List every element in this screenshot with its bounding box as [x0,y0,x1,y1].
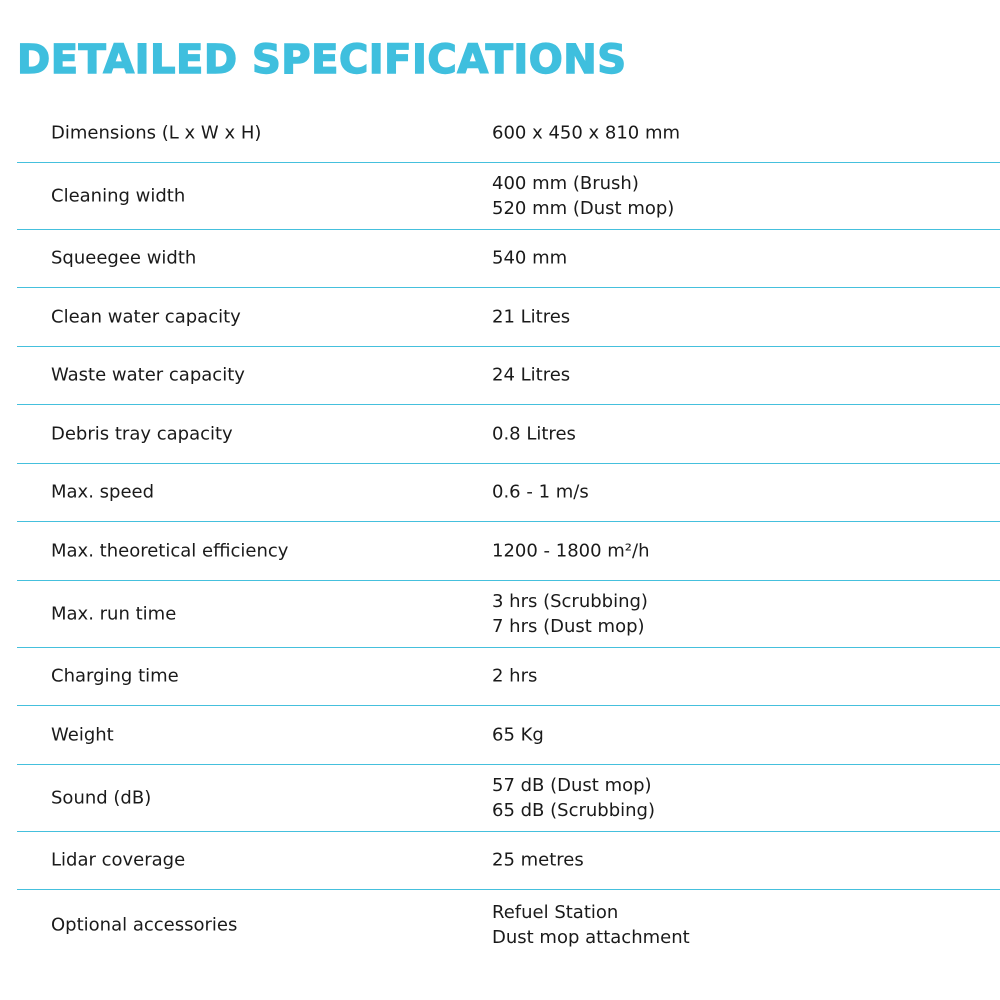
spec-value-line: 65 Kg [492,724,544,746]
spec-row [17,104,1000,163]
spec-value-line: 3 hrs (Scrubbing) [492,590,648,612]
spec-row [17,581,1000,648]
spec-value-line: 600 x 450 x 810 mm [492,122,681,144]
spec-value [492,363,570,388]
spec-value [492,589,648,639]
spec-row [17,163,1000,230]
spec-value-line: 25 metres [492,849,584,871]
spec-row [17,522,1000,581]
spec-label: Dimensions (L x W x H) [51,122,262,144]
spec-label: Max. run time [51,603,177,624]
spec-value [492,538,650,563]
spec-value [492,664,537,689]
spec-label: Optional accessories [51,914,238,936]
spec-row [17,706,1000,765]
spec-label: Max. speed [51,481,155,503]
spec-value-line: 400 mm (Brush) [492,172,639,194]
spec-label: Debris tray capacity [51,423,233,445]
spec-value-line: Refuel Station [492,902,619,923]
spec-value [492,304,570,329]
spec-value [492,421,576,446]
spec-row [17,464,1000,523]
spec-value [492,171,674,221]
page-title: DETAILED SPECIFICATIONS [17,37,627,83]
spec-value-line: 24 Litres [492,364,571,386]
spec-label: Max. theoretical efficiency [51,540,289,562]
spec-value [492,722,544,747]
spec-value-line: 21 Litres [492,306,571,328]
spec-value-line: 0.6 - 1 m/s [492,481,589,503]
spec-row [17,832,1000,891]
spec-row [17,230,1000,289]
spec-label: Cleaning width [51,185,186,206]
spec-value-line: 65 dB (Scrubbing) [492,799,655,821]
spec-label: Lidar coverage [51,849,186,871]
spec-value-line: 0.8 Litres [492,423,576,445]
spec-label: Waste water capacity [51,364,245,386]
spec-label: Clean water capacity [51,306,241,328]
spec-row [17,890,1000,960]
spec-value [492,246,567,271]
spec-value-line: 540 mm [492,247,568,269]
spec-row [17,405,1000,464]
spec-label: Charging time [51,665,179,687]
spec-row [17,765,1000,832]
spec-value-line: 520 mm (Dust mop) [492,197,675,219]
spec-value [492,848,584,873]
spec-label: Squeegee width [51,247,197,269]
spec-label: Sound (dB) [51,787,152,808]
spec-value [492,773,655,823]
spec-row [17,648,1000,707]
spec-value [492,900,690,950]
spec-value-line: 1200 - 1800 m²/h [492,540,650,562]
spec-row [17,288,1000,347]
spec-value [492,480,589,505]
spec-value-line: 57 dB (Dust mop) [492,774,652,796]
spec-value-line: 2 hrs [492,665,538,687]
spec-value-line: Dust mop attachment [492,927,690,948]
spec-value-line: 7 hrs (Dust mop) [492,615,645,637]
spec-value [492,120,680,145]
spec-row [17,347,1000,406]
spec-label: Weight [51,724,114,746]
specifications-table [17,104,1000,960]
